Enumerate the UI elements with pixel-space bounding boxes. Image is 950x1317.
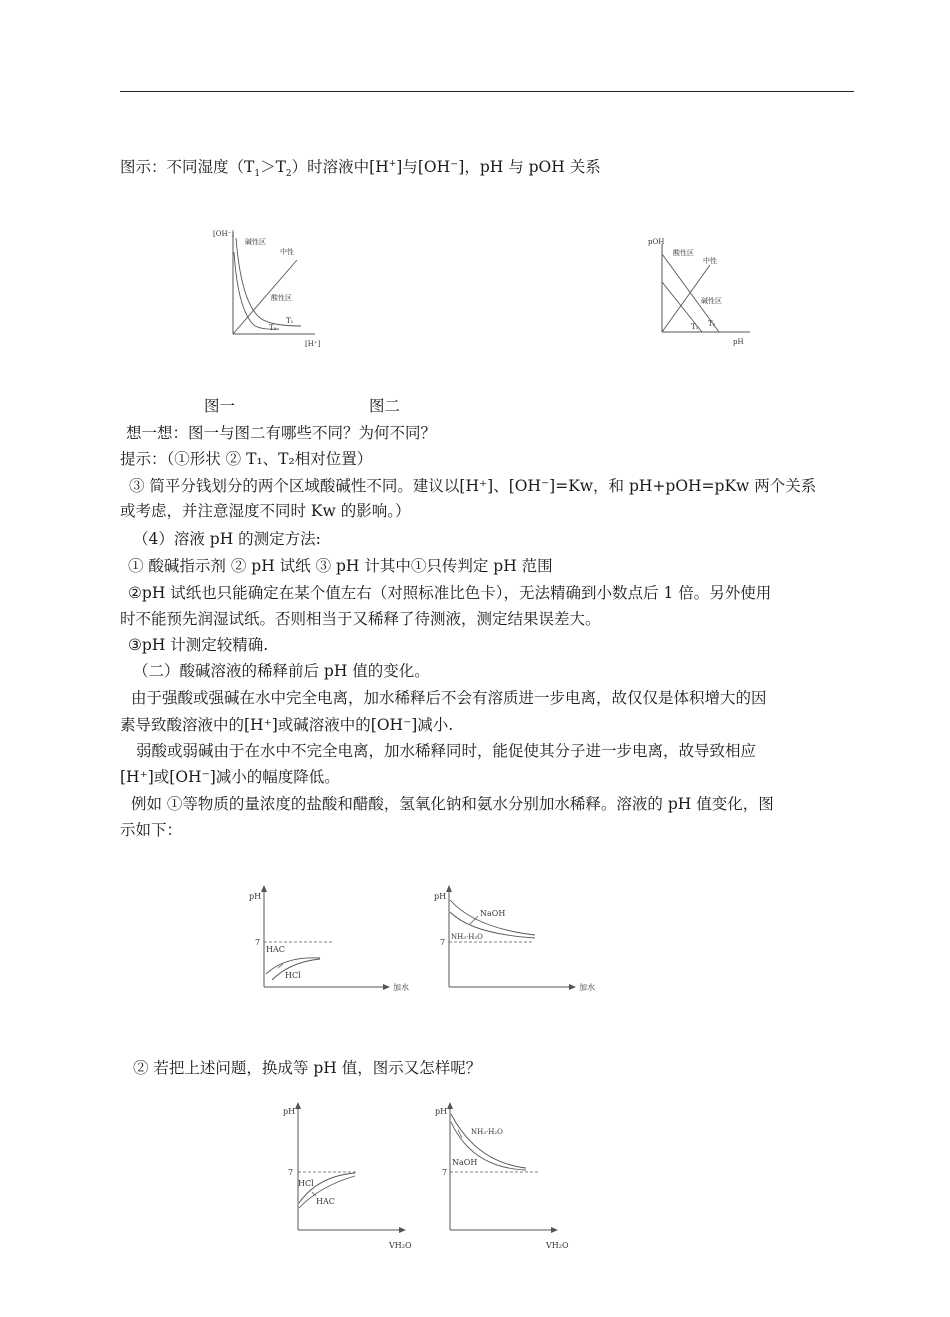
fig5-x-label: VH₂O [389, 1241, 412, 1250]
figure-heading: 图示：不同湿度$(T_1>T_2)$时溶液中[H+]与[OH⁻]，pH 与 pOH 关系 [120, 158, 601, 180]
fig2-t1: T₁ [691, 323, 699, 331]
paragraph-8: （二）酸碱溶液的稀释前后 pH 值的变化。 [133, 662, 430, 680]
fig3-x-label: 加水 [393, 983, 409, 992]
fig1-caption: 图一 [204, 397, 236, 415]
paragraph-5: ① 酸碱指示剂 ② pH 试纸 ③ pH 计其中①只传判定 pH 范围 [128, 557, 553, 575]
fig2-x-label: pH [733, 338, 744, 346]
paragraph-think: 想一想：图一与图二有哪些不同？为何不同？ [126, 424, 437, 442]
paragraph-10b: [H⁺]或[OH⁻]减小的幅度降低。 [120, 768, 340, 786]
paragraph-3a: ③ 简平分钱划分的两个区域酸碱性不同。建议以[H⁺]、[OH⁻]=Kw，和 pH+pOH=pKw 两个关系 [129, 477, 817, 495]
fig5-hac: HAC [316, 1197, 335, 1206]
figure-5-acid-equal-ph [278, 1100, 428, 1250]
paragraph-7: ③pH 计测定较精确. [128, 636, 269, 654]
fig1-region-acidic: 酸性区 [271, 294, 292, 302]
fig2-t2: T₂ [708, 320, 716, 328]
fig6-seven: 7 [442, 1168, 448, 1177]
fig1-curve-t2 [234, 252, 279, 329]
fig4-nh3: NH₃·H₂O [451, 933, 483, 941]
paragraph-9b: 素导致酸溶液中的[H⁺]或碱溶液中的[OH⁻]减小. [120, 716, 454, 734]
fig1-region-basic: 碱性区 [245, 238, 266, 246]
fig5-seven: 7 [288, 1168, 294, 1177]
fig3-y-label: pH [249, 892, 262, 901]
fig4-x-label: 加水 [579, 983, 595, 992]
fig3-hcl: HCl [285, 971, 301, 980]
fig3-hac: HAC [266, 945, 285, 954]
paragraph-10a: 弱酸或弱碱由于在水中不完全电离，加水稀释同时，能促使其分子进一步电离，故导致相应 [136, 742, 757, 760]
header-rule [120, 91, 854, 92]
paragraph-9a: 由于强酸或强碱在水中完全电离，加水稀释后不会有溶质进一步电离，故仅仅是体积增大的因 [131, 689, 767, 707]
fig2-region-basic: 碱性区 [701, 297, 722, 305]
paragraph-3b: 或考虑，并注意湿度不同时 Kw 的影响。） [120, 502, 411, 520]
fig6-x-label: VH₂O [546, 1241, 569, 1250]
paragraph-11a: 例如 ①等物质的量浓度的盐酸和醋酸，氢氧化钠和氨水分别加水稀释。溶液的 pH 值变化，图 [131, 795, 774, 813]
figure-2-poh-vs-ph [645, 232, 755, 352]
fig1-t1: T₁ [286, 317, 294, 325]
fig6-nh3: NH₃·H₂O [471, 1128, 503, 1136]
paragraph-12: ② 若把上述问题，换成等 pH 值，图示又怎样呢？ [133, 1059, 482, 1077]
fig3-seven: 7 [255, 938, 261, 947]
fig1-neutral: 中性 [280, 248, 294, 256]
fig5-y-label: pH [283, 1107, 296, 1116]
fig4-naoh: NaOH [480, 909, 506, 918]
fig6-naoh: NaOH [452, 1158, 478, 1167]
fig5-hcl: HCl [298, 1179, 314, 1188]
fig2-neutral: 中性 [703, 257, 717, 265]
fig2-caption: 图二 [369, 397, 401, 415]
fig1-x-label: [H⁺] [305, 340, 321, 348]
fig1-t2: T₂ [269, 324, 277, 332]
figure-4-base-dilution [430, 882, 610, 1000]
fig4-y-label: pH [434, 892, 447, 901]
paragraph-6a: ②pH 试纸也只能确定在某个值左右（对照标准比色卡），无法精确到小数点后 1 倍。另外使用 [128, 584, 772, 602]
figure-6-base-equal-ph [430, 1100, 580, 1250]
fig6-y-label: pH [435, 1107, 448, 1116]
paragraph-11b: 示如下： [120, 821, 183, 839]
fig2-region-acidic: 酸性区 [673, 249, 694, 257]
fig2-y-label: pOH [648, 238, 665, 246]
fig4-seven: 7 [440, 938, 446, 947]
paragraph-6b: 时不能预先润湿试纸。否则相当于又稀释了待测液，测定结果误差大。 [120, 610, 601, 628]
figure-1-oh-vs-h [205, 222, 325, 352]
paragraph-4: （4）溶液 pH 的测定方法: [133, 530, 321, 548]
paragraph-hint: 提示：（①形状 ② T₁、T₂相对位置） [120, 450, 373, 468]
figure-3-acid-dilution [245, 882, 425, 1000]
fig1-y-label: [OH⁻] [213, 230, 234, 238]
